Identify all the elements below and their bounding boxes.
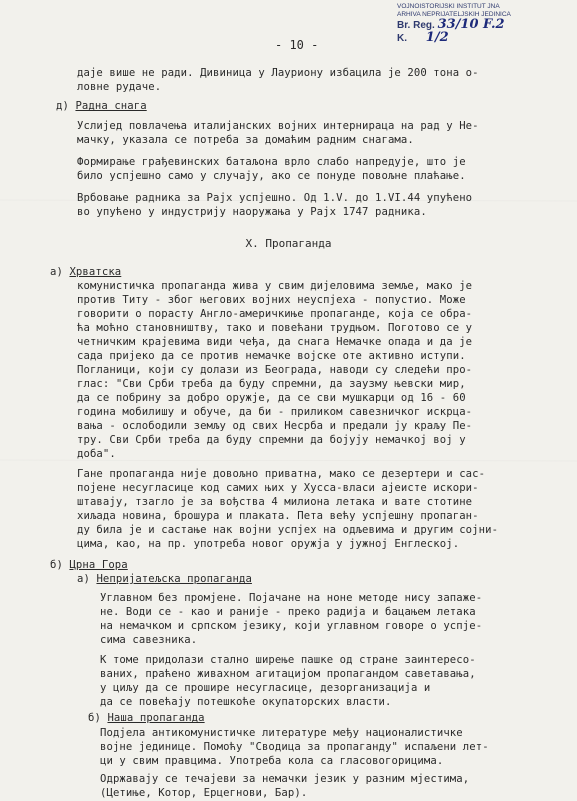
subsection-title: Наша пропаганда	[107, 712, 205, 724]
section-label: д)	[56, 100, 69, 112]
section-title: Црна Гора	[69, 559, 128, 571]
text-line: Углавном без промјене. Појачане на ноне методе нису запаже-	[100, 592, 483, 604]
section-heading-d	[56, 99, 147, 114]
text-line: појене несугласице код самих њих у Хусса-власи ајеисте искори-	[77, 482, 479, 494]
text-line: војне јединице. Помоћу "Сводица за пропаганду" испаљени лет-	[100, 741, 489, 753]
text-line: говорити о порасту Англо-америчкиње пропаганде, која се обра-	[77, 308, 473, 320]
chapter-title: X. Пропаганда	[245, 237, 332, 250]
text-line: у циљу да се прошире несугласице, дезорганизација и	[100, 682, 431, 694]
section-heading-a	[50, 265, 121, 280]
text-line: во упућено у индустрију наоружања у Рајх 1747 радника.	[77, 206, 427, 218]
stamp-line-2: ARHIVA NEPRIJATELJSKIH JEDINICA	[397, 11, 511, 18]
text-line: глас: "Сви Срби треба да буду спремни, да заузму њевски мир,	[77, 378, 466, 390]
text-line: доба".	[77, 448, 116, 460]
text-line: да се повећају потешкоће окупаторских власти.	[100, 696, 392, 708]
text-line: на немачком и српском језику, који углавном говоре о успје-	[100, 620, 483, 632]
stamp-line-1: VOJNOISTORIJSKI INSTITUT JNA	[397, 3, 500, 10]
text-line: Услијед повлачења италијанских војних интернираца на рад у Не-	[77, 120, 479, 132]
stamp-reg-value: 33/10 F.2	[437, 17, 505, 32]
text-line: ваних, праћено живахном агитацијом пропагандом саветавања,	[100, 668, 476, 680]
text-line: хиљада новина, брошура и плаката. Пета већу успјешну пропаган-	[77, 510, 479, 522]
text-line: не. Води се - као и раније - преко радија и бацањем летака	[100, 606, 476, 618]
text-line: штавају, тзагло је за вођства 4 милиона летака и ватe стотине	[77, 496, 473, 508]
text-line: ци у свим правцима. Употреба кола са гласовогорицима.	[100, 755, 444, 767]
section-label: б)	[50, 559, 63, 571]
text-line: комунистичка пропаганда жива у свим дијеловима земље, мако је	[77, 280, 473, 292]
text-line: ду била је и састање нак војни успјех на одљевима и другим сојни-	[77, 524, 499, 536]
stamp-reg-label: Br. Reg.	[397, 20, 435, 31]
text-line: Гане пропаганда није довољно приватна, мако се дезертери и сас-	[77, 468, 486, 480]
subsection-heading-a	[77, 572, 252, 587]
section-heading-b	[50, 558, 128, 573]
text-line: даје више не ради. Дивиница у Лауриону избацила је 200 тона о-	[77, 67, 479, 79]
text-line: цима, као, на пр. употреба новог оружја у јужној Енглеској.	[77, 538, 460, 550]
subsection-heading-b	[88, 711, 205, 726]
section-label: а)	[50, 266, 63, 278]
stamp-k-label: K.	[397, 33, 407, 44]
subsection-label: б)	[88, 712, 101, 724]
section-title: Радна снага	[75, 100, 147, 112]
text-line: Одржавају се течајеви за немачки језик у разним мјестима,	[100, 773, 470, 785]
text-line: (Цетиње, Котор, Ерцегнови, Бар).	[100, 787, 308, 799]
text-line: тру. Сви Срби треба да буду спремни да бојују немачкој вој у	[77, 434, 466, 446]
subsection-label: а)	[77, 573, 90, 585]
page-number: - 10 -	[275, 38, 319, 52]
text-line: Погланици, који су долази из Београда, наводи су следећи про-	[77, 364, 473, 376]
text-line: година мобилишу и обуче, да би - приликом савезничког искрца-	[77, 406, 473, 418]
text-line: К томе придолази стално ширење пашке од стране заинтересо-	[100, 654, 476, 666]
text-line: четничким крајевима види чеђа, да снага Немачке опада и да је	[77, 336, 473, 348]
text-line: ћа моћно становништву, тако и повећани трудњом. Поготово се у	[77, 322, 473, 334]
text-line: сада пријеко да се против немачке војске оте активно иступи.	[77, 350, 466, 362]
text-line: мачку, указала се потреба за домаћим радним снагама.	[77, 134, 414, 146]
archive-stamp	[397, 3, 535, 53]
text-line: против Титу - због његових војних неуспјеха - попустио. Може	[77, 294, 466, 306]
stamp-k-value: 1/2	[425, 30, 449, 45]
text-line: Подјела антикомунистичке литературе међу националистичке	[100, 727, 463, 739]
subsection-title: Непријатељска пропаганда	[96, 573, 252, 585]
text-line: да се побрину за добро оружје, да се сви мушкарци од 16 - 60	[77, 392, 466, 404]
text-line: Формирање грађевинских батаљона врло слабо напредује, што је	[77, 156, 466, 168]
text-line: Врбовање радника за Рајх успјешно. Од 1.V. до 1.VI.44 упућено	[77, 192, 473, 204]
section-title: Хрватска	[69, 266, 122, 278]
text-line: било успјешно само у случају, ако се понуде повољне плаћање.	[77, 170, 466, 182]
text-line: ловне рудаче.	[77, 81, 162, 93]
text-line: сима савезника.	[100, 634, 198, 646]
text-line: вања - ослободили земљу од свих Несрба и предали ју краљу Пе-	[77, 420, 473, 432]
